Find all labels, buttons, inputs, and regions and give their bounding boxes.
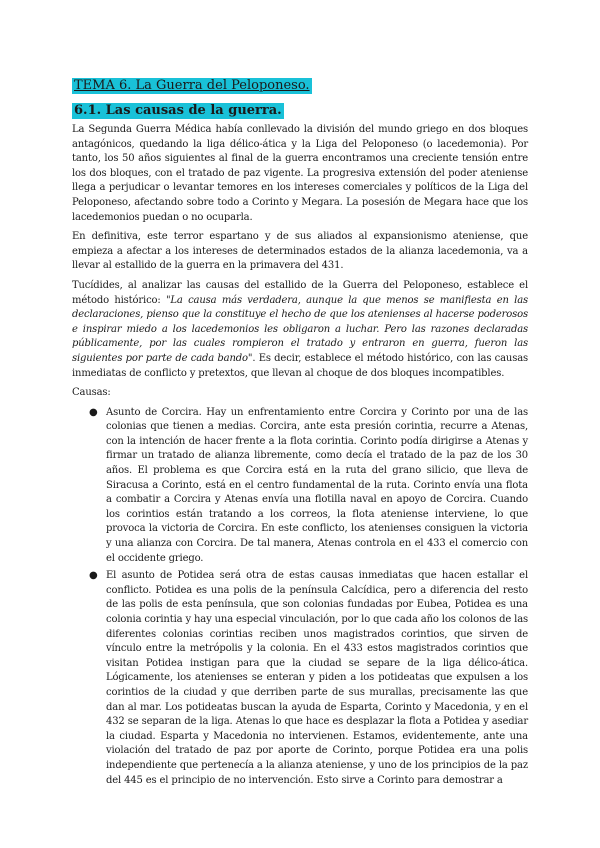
chapter-title: TEMA 6. La Guerra del Peloponeso.	[74, 78, 310, 93]
paragraph-2: En definitiva, este terror espartano y de sus aliados al expansionismo ateniense, que empieza a afectar a los intereses de determinados estados de la alianza lacedemonia, va a llevar al estallido de la guerra en la primavera del 431.	[72, 231, 528, 272]
paragraph-3-intro: Tucídides, al analizar las causas del estallido de la Guerra del Peloponeso, establece el método histórico:	[72, 279, 528, 306]
causes-list	[72, 406, 528, 788]
bullet-icon: ●	[89, 570, 98, 582]
paragraph-1: La Segunda Guerra Médica había conllevado la división del mundo griego en dos bloques antagónicos, quedando la liga délico-ática y la Liga del Peloponeso (o lacedemonia). Por tanto, los 50 años siguientes al final de la guerra encontramos una creciente tensión entre los dos bloques, con el tratado de paz vigente. La progresiva extensión del poder ateniense llega a perjudicar o levantar temores en los intereses comerciales y políticos de la Liga del Peloponeso, afectando sobre todo a Corinto y Megara. La posesión de Megara hace que los lacedemonios puedan o no ocuparla.	[72, 124, 528, 223]
paragraph-3	[72, 279, 528, 381]
thucydides-quote: "La causa más verdadera, aunque la que menos se manifiesta en las declaraciones, pienso que la constituye el hecho de que los atenienses al hacerse poderosos e inspirar miedo a los lacedemonios les obligaron a luchar. Pero las razones declaradas públicamente, por las cuales rompieron el tratado y entraron en guerra, fueron las siguientes por parte de cada bando"	[72, 294, 528, 364]
paragraph-3-conclusion: . Es decir, establece el método histórico, con las causas inmediatas de conflicto y pretextos, que llevan al choque de dos bloques incompatibles.	[72, 352, 528, 379]
list-item	[89, 569, 529, 788]
causes-label: Causas:	[72, 387, 111, 399]
bullet-icon: ●	[89, 406, 98, 418]
list-item-text: El asunto de Potidea será otra de estas causas inmediatas que hacen estallar el conflicto. Potidea es una polis de la península Calcídica, pero a diferencia del resto de las polis de esta península, que son colonias fundadas por Eubea, Potidea es una colonia corintia y hay una especial vinculación, por lo que cada año los colonos de las diferentes colonias corintias reciben unos magistrados corintios, que sirven de vínculo entre la metrópolis y la colonia. En el 433 estos magistrados corintios que visitan Potidea instigan para que la ciudad se separe de la liga délico-ática. Lógicamente, los atenienses se enteran y piden a los potideatas que expulsen a los corintios de la ciudad y que derriben parte de sus murallas, precisamente las que dan al mar. Los potideatas buscan la ayuda de Esparta, Corinto y Macedonia, y en el 432 se separan de la liga. Atenas lo que hace es desplazar la flota a Potidea y asediar la ciudad. Esparta y Macedonia no intervienen. Estamos, evidentemente, ante una violación del tratado de paz por aporte de Corinto, porque Potidea era una polis independiente que pertenecía a la alianza ateniense, y uno de los principios de la paz del 445 es el principio de no intervención. Esto sirve a Corinto para demostrar a	[106, 570, 529, 786]
section-title: 6.1. Las causas de la guerra.	[74, 103, 282, 118]
list-item-text: Asunto de Corcira. Hay un enfrentamiento entre Corcira y Corinto por una de las colonias que tienen a medias. Corcira, ante esta presión corintia, recurre a Atenas, con la intención de hacer frente a la flota corintia. Corinto podía dirigirse a Atenas y firmar un tratado de alianza libremente, como decía el tratado de la paz de los 30 años. El problema es que Corcira está en la ruta del grano silicio, que lleva de Siracusa a Corinto, está en el centro fundamental de la ruta. Corinto envía una flota a combatir a Corcira y Atenas envía una flotilla naval en apoyo de Corcira. Cuando los corintios están tratando a los correos, la flota ateniense interviene, lo que provoca la victoria de Corcira. En este conflicto, los atenienses consiguen la victoria y una alianza con Corcira. De tal manera, Atenas controla en el 433 el comercio con el occidente griego.	[106, 406, 528, 564]
list-item	[89, 406, 528, 567]
